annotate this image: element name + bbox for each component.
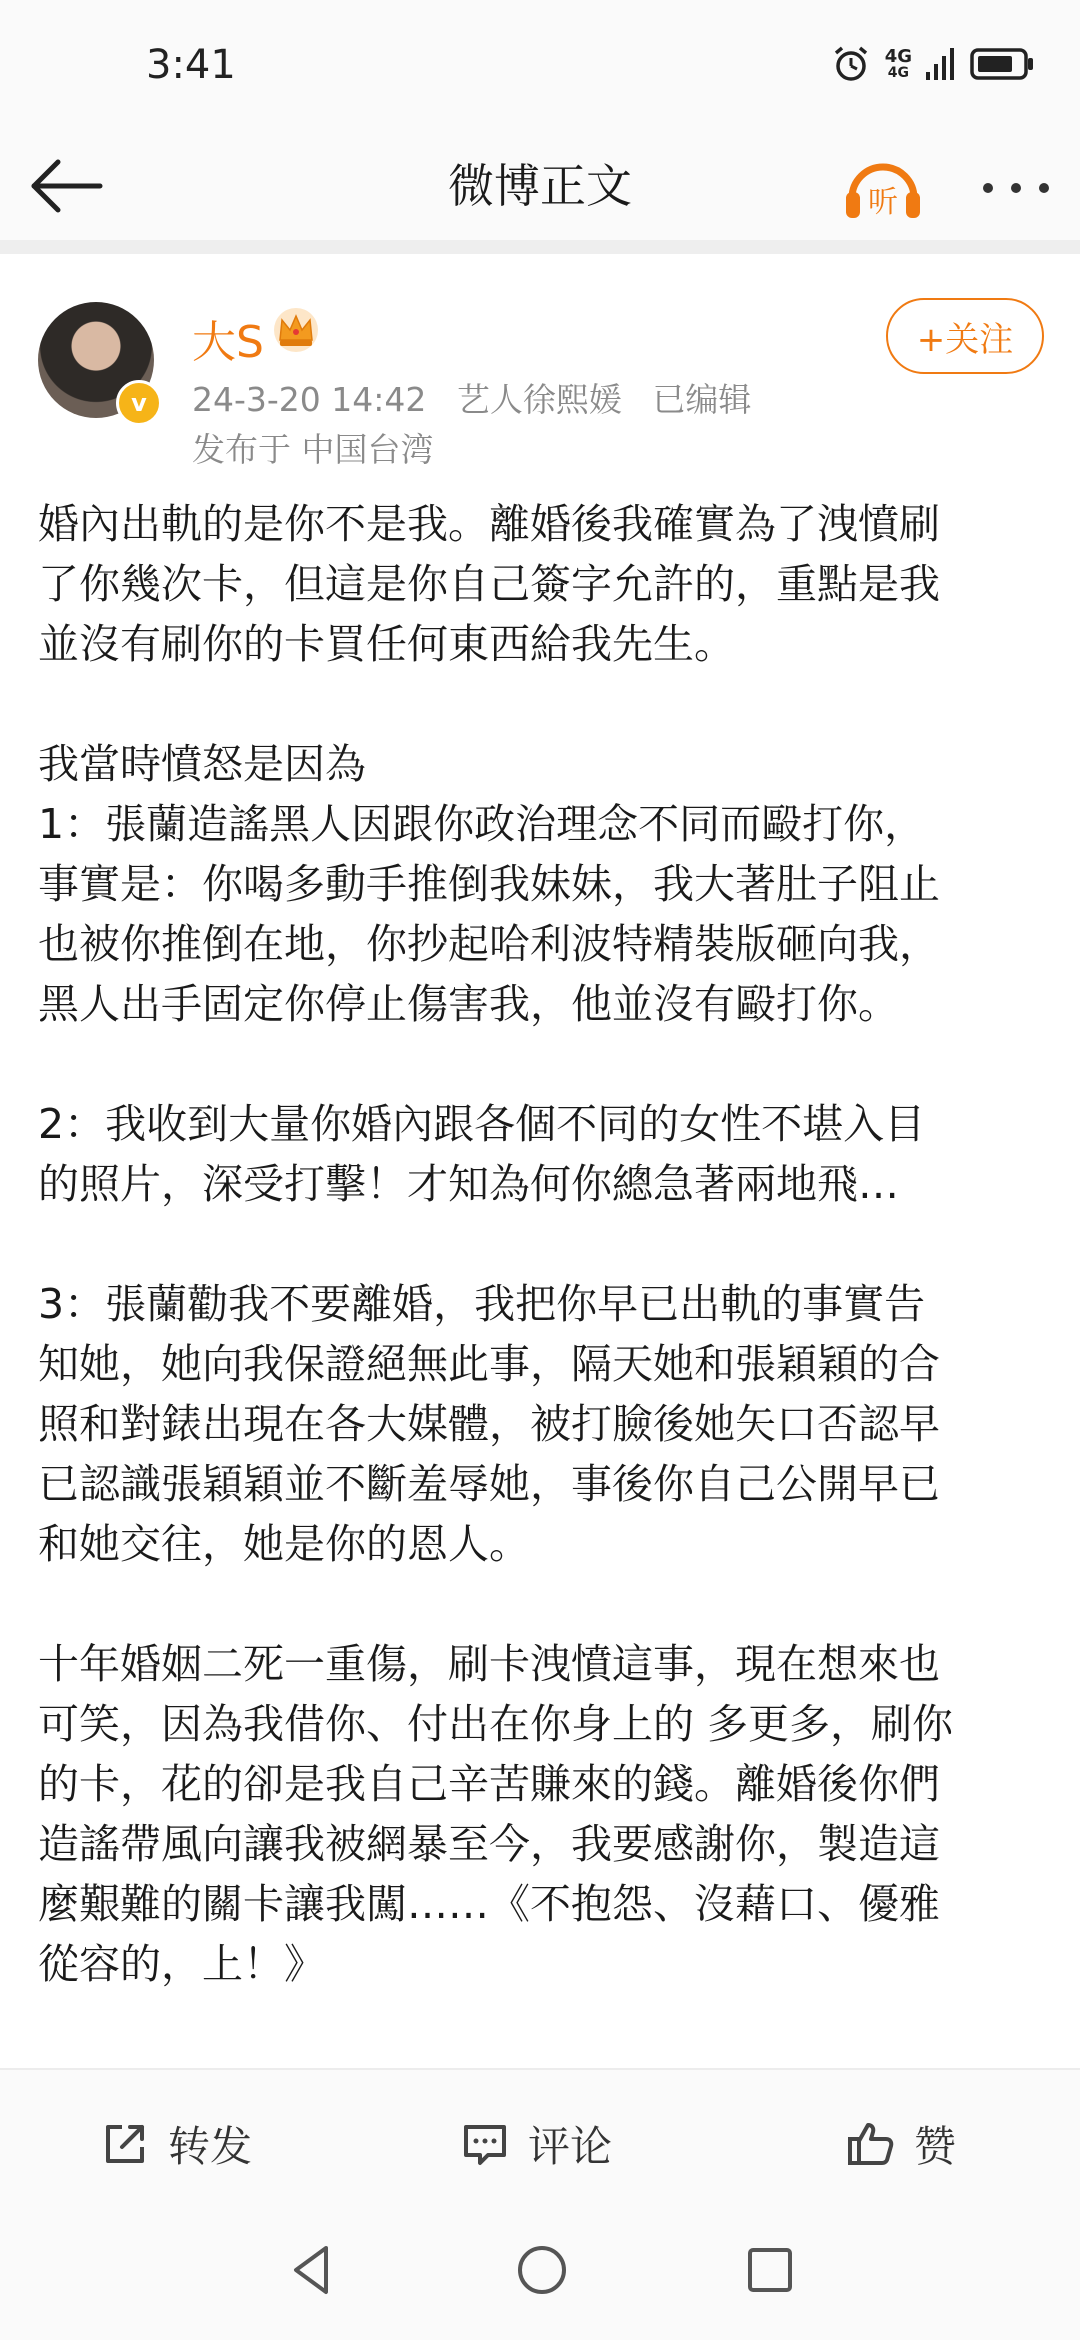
status-icons bbox=[831, 44, 1036, 84]
comment-label: 评论 bbox=[528, 2122, 613, 2171]
thumbs-up-icon bbox=[846, 2119, 896, 2169]
repost-label: 转发 bbox=[168, 2122, 253, 2171]
like-button[interactable] bbox=[846, 2114, 956, 2174]
verified-badge: v bbox=[116, 380, 162, 426]
post-paragraph: 婚內出軌的是你不是我。離婚後我確實為了洩憤刷 了你幾次卡，但這是你自己簽字允許的，重點是我 並沒有刷你的卡買任何東西給我先生。 bbox=[38, 500, 940, 668]
post-meta bbox=[192, 374, 771, 421]
system-home-icon[interactable] bbox=[512, 2240, 572, 2304]
network-type bbox=[885, 48, 912, 80]
more-icon[interactable] bbox=[976, 158, 1056, 218]
listen-label: 听 bbox=[868, 185, 898, 220]
listen-icon[interactable] bbox=[838, 142, 928, 232]
post-paragraph: 我當時憤怒是因為 1：張蘭造謠黑人因跟你政治理念不同而毆打你， 事實是：你喝多動手推倒我妹妹，我大著肚子阻止 也被你推倒在地，你抄起哈利波特精裝版砸向我， 黑人出手固定你停止傷害我，他並沒有毆打你。 bbox=[38, 740, 940, 1028]
nav-divider bbox=[0, 240, 1080, 254]
system-recent-apps-icon[interactable] bbox=[742, 2242, 802, 2306]
comment-button[interactable] bbox=[460, 2114, 612, 2174]
page-title: 微博正文 bbox=[448, 159, 632, 213]
post-source[interactable]: 艺人徐熙媛 bbox=[456, 380, 622, 419]
post-paragraph: 3：張蘭勸我不要離婚，我把你早已出軌的事實告 知她，她向我保證絕無此事，隔天她和張穎穎的合 照和對錶出現在各大媒體，被打臉後她矢口否認早 已認識張穎穎並不斷羞辱她，事後你自己公開早已 和她交往，她是你的恩人。 bbox=[38, 1280, 940, 1568]
system-back-icon[interactable] bbox=[282, 2240, 342, 2304]
repost-button[interactable] bbox=[100, 2114, 252, 2174]
signal-icon bbox=[926, 46, 956, 82]
post-paragraph: 十年婚姻二死一重傷，刷卡洩憤這事，現在想來也 可笑，因為我借你、付出在你身上的 多更多，刷你 的卡，花的卻是我自己辛苦賺來的錢。離婚後你們 造謠帶風向讓我被網暴至今，我要感謝你，製造這 麼艱難的關卡讓我闖……《不抱怨、沒藉口、優雅 從容的，上！》 bbox=[38, 1640, 954, 1988]
comment-icon bbox=[460, 2119, 510, 2169]
network-sub-label: 4G bbox=[887, 65, 909, 81]
network-label: 4G bbox=[884, 46, 912, 67]
like-label: 赞 bbox=[914, 2122, 957, 2171]
nav-bar bbox=[0, 130, 1080, 240]
author-name[interactable]: 大S bbox=[192, 317, 264, 368]
alarm-icon bbox=[831, 44, 871, 84]
follow-button[interactable]: +关注 bbox=[886, 298, 1044, 374]
repost-icon bbox=[100, 2119, 150, 2169]
system-nav-bar bbox=[0, 2220, 1080, 2340]
post-location: 发布于 中国台湾 bbox=[192, 430, 434, 469]
crown-icon bbox=[270, 304, 322, 356]
post-timestamp: 24-3-20 14:42 bbox=[192, 380, 427, 419]
post-paragraph: 2：我收到大量你婚內跟各個不同的女性不堪入目 的照片，深受打擊！才知為何你總急著兩地飛… bbox=[38, 1100, 926, 1208]
battery-icon bbox=[970, 46, 1036, 82]
status-time: 3:41 bbox=[146, 42, 236, 88]
status-bar bbox=[0, 0, 1080, 130]
action-bar bbox=[0, 2070, 1080, 2220]
post-body bbox=[38, 494, 1048, 1994]
post-edited[interactable]: 已编辑 bbox=[652, 380, 752, 419]
